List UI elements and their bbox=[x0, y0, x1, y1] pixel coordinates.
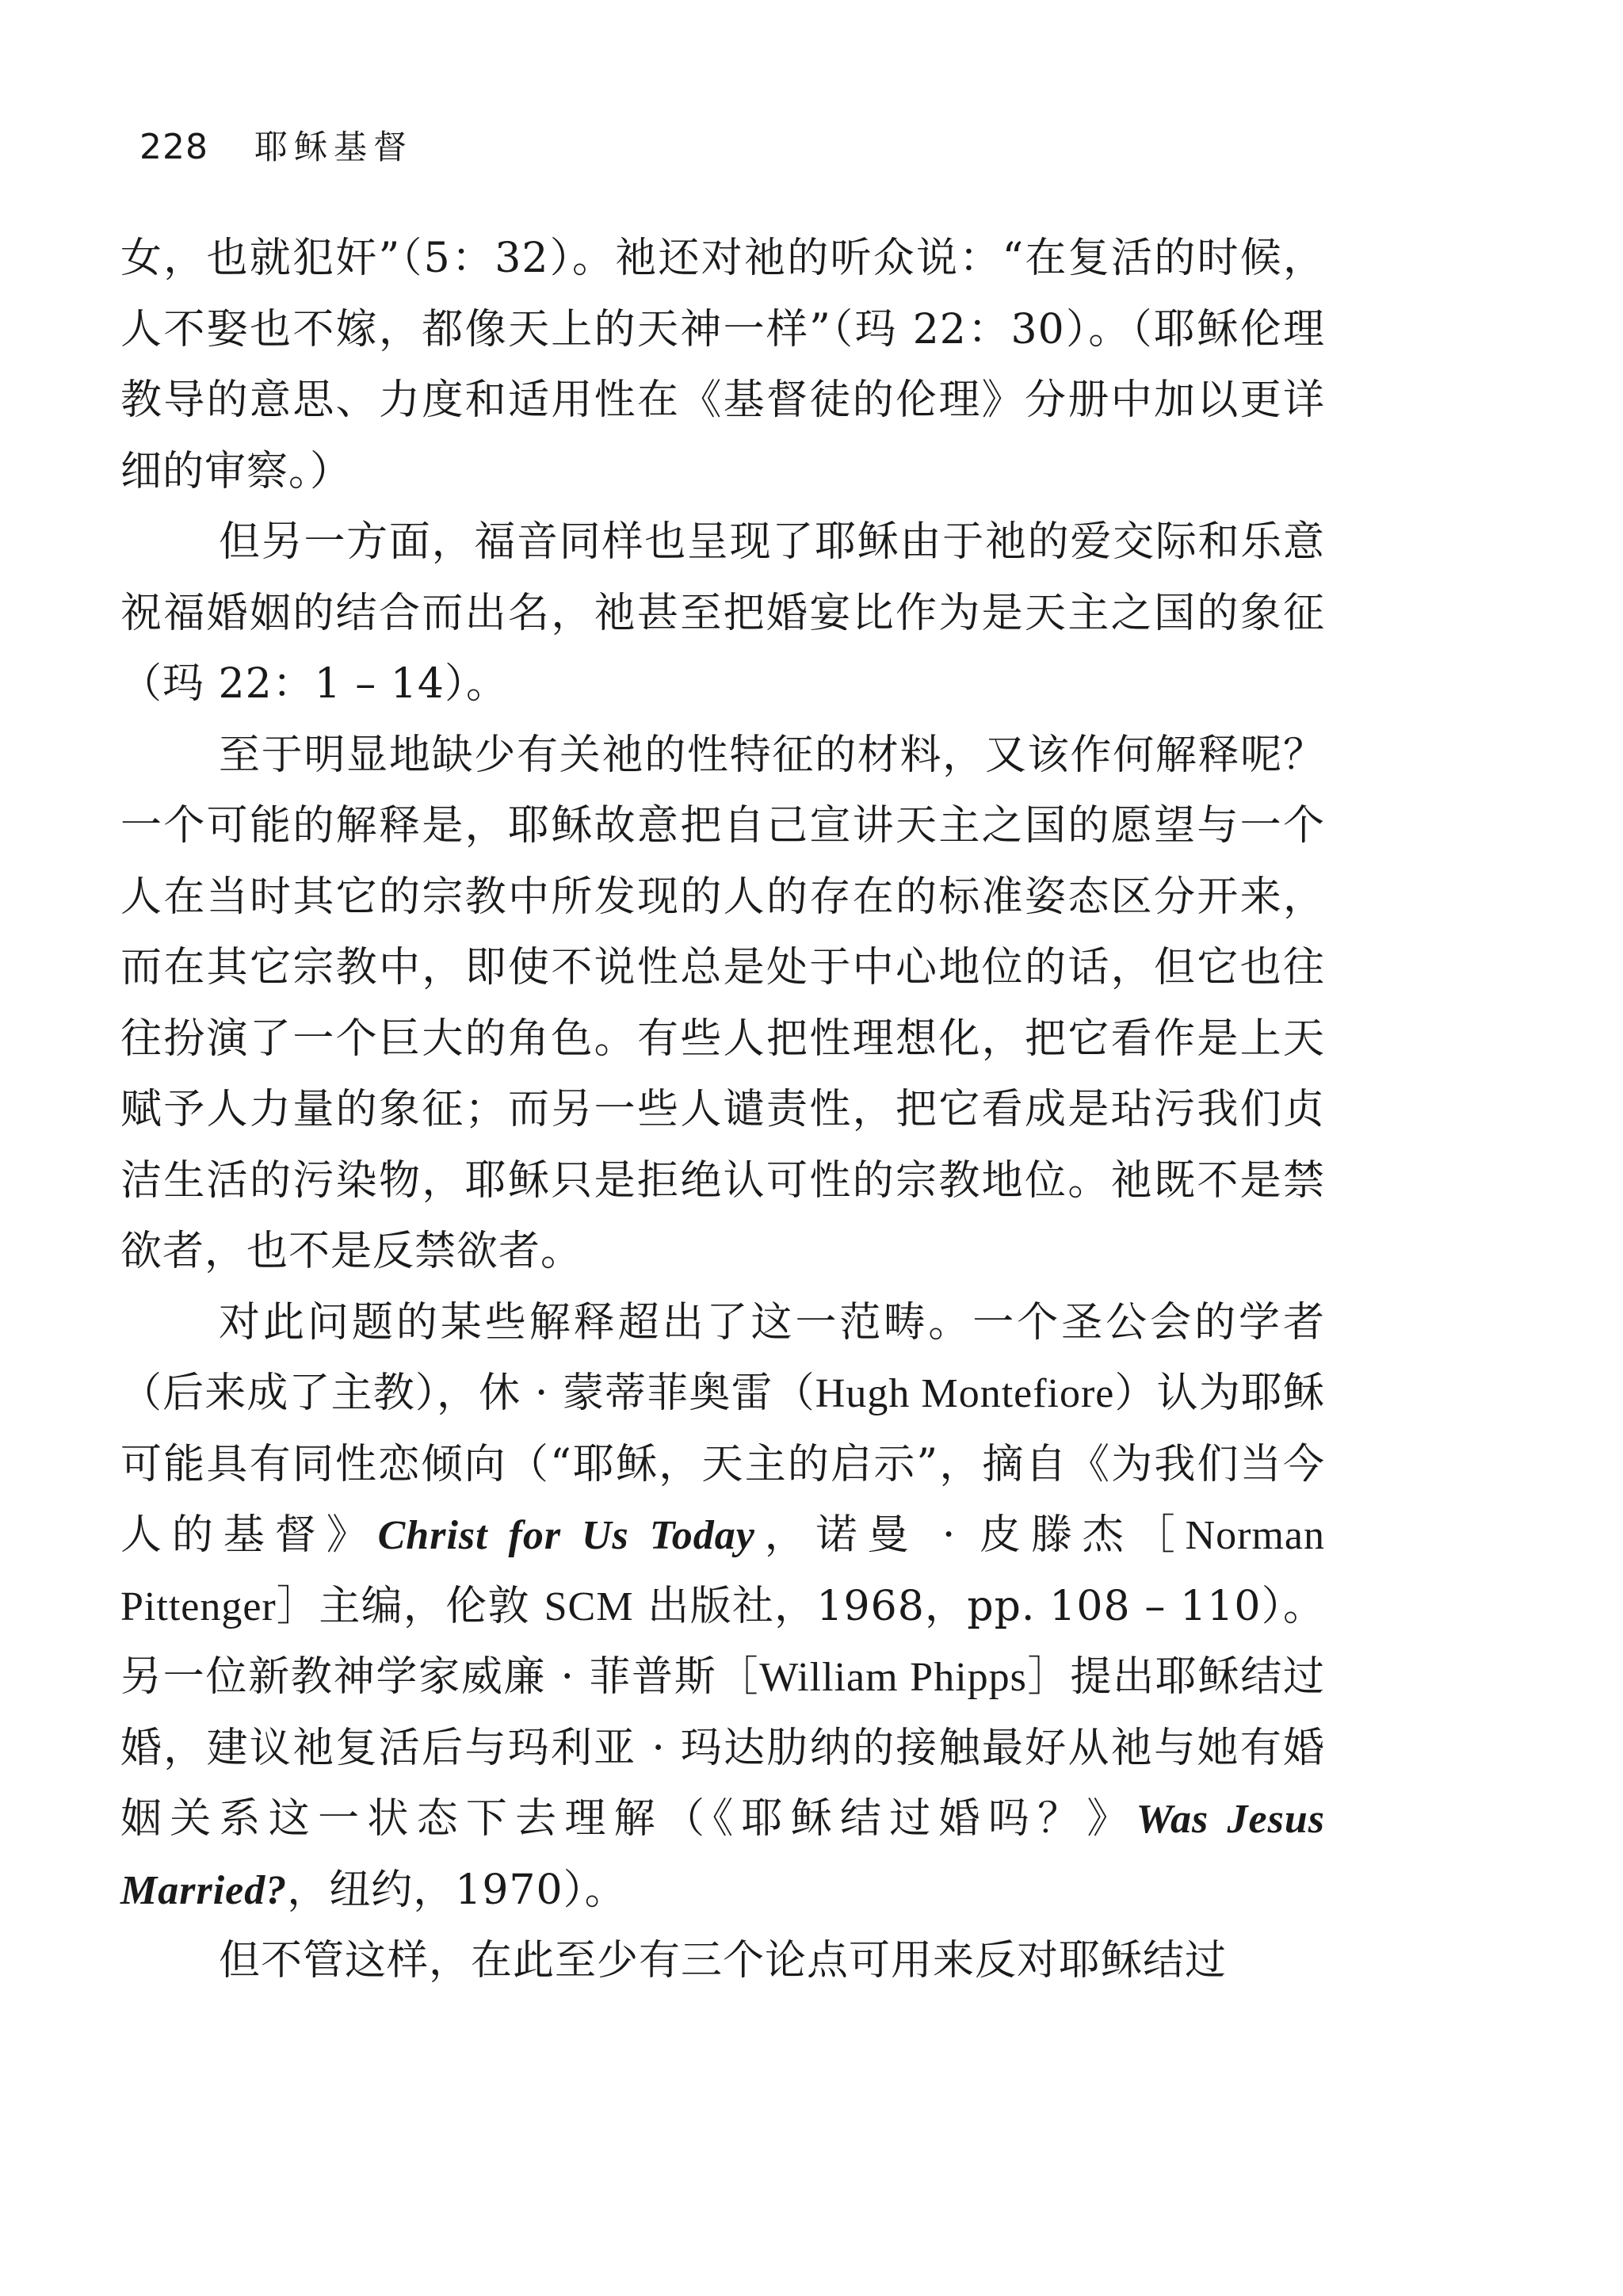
p4-text-m: ，纽约，1970）。 bbox=[287, 1866, 627, 1914]
editor-name-pittenger: Norman Pittenger bbox=[120, 1513, 1325, 1629]
paragraph-2: 但另一方面，福音同样也呈现了耶稣由于祂的爱交际和乐意祝福婚姻的结合而出名，祂甚至把婚宴比作为是天主之国的象征（玛 22：1 – 14）。 bbox=[120, 518, 1325, 708]
book-title: 耶稣基督 bbox=[254, 128, 413, 166]
author-name-montefiore: Hugh Montefiore bbox=[815, 1371, 1115, 1416]
p4-text-k: ］提出耶稣结过婚，建议祂复活后与玛利亚 · 玛达肋纳的接触最好从祂与她有婚姻关系这一状态下去理解（《耶稣结过婚吗？》 bbox=[120, 1653, 1325, 1843]
publisher-scm: SCM bbox=[544, 1584, 634, 1629]
paragraph-3: 至于明显地缺少有关祂的性特征的材料，又该作何解释呢？一个可能的解释是，耶稣故意把自己宣讲天主之国的愿望与一个人在当时其它的宗教中所发现的人的存在的标准姿态区分开来，而在其它宗教中，即使不说性总是处于中心地位的话，但它也往往扮演了一个巨大的角色。有些人把性理想化，把它看作是上天赋予人力量的象征；而另一些人谴责性，把它看成是玷污我们贞洁生活的污染物，耶稣只是拒绝认可性的宗教地位。祂既不是禁欲者，也不是反禁欲者。 bbox=[120, 731, 1325, 1275]
p4-text-a: 对此问题的某些解释超出了这一范畴。一个圣公会的学者（后来成了主教），休 · 蒙蒂菲奥雷（ bbox=[120, 1298, 1325, 1417]
paragraph-4 bbox=[120, 1288, 1325, 1927]
p4-text-c: ）认为耶稣可能具有同性恋倾向（“耶稣，天主的启示”，摘自《为我们当今人的基督》 bbox=[120, 1370, 1325, 1559]
page-number: 228 bbox=[139, 127, 208, 167]
p4-text-g: ］主编，伦敦 bbox=[276, 1582, 544, 1630]
author-name-phipps: William Phipps bbox=[759, 1655, 1027, 1700]
paragraph-1: 女，也就犯奸”（5：32）。祂还对祂的听众说：“在复活的时候，人不娶也不嫁，都像天上的天神一样”（玛 22：30）。（耶稣伦理教导的意思、力度和适用性在《基督徒的伦理》分册中加以更详细的审察。） bbox=[120, 235, 1325, 495]
p4-text-e: ，诺曼 · 皮滕杰［ bbox=[754, 1511, 1186, 1559]
book-title-was-jesus-married: Was Jesus Married? bbox=[120, 1797, 1325, 1913]
running-header bbox=[139, 124, 413, 171]
book-title-christ-for-us-today: Christ for Us Today bbox=[377, 1513, 755, 1558]
body-text bbox=[120, 223, 1325, 1997]
paragraph-5: 但不管这样，在此至少有三个论点可用来反对耶稣结过 bbox=[219, 1937, 1228, 1985]
p4-text-i: 出版社，1968，pp. 108 – 110）。另一位新教神学家威廉 · 菲普斯［ bbox=[120, 1582, 1326, 1701]
